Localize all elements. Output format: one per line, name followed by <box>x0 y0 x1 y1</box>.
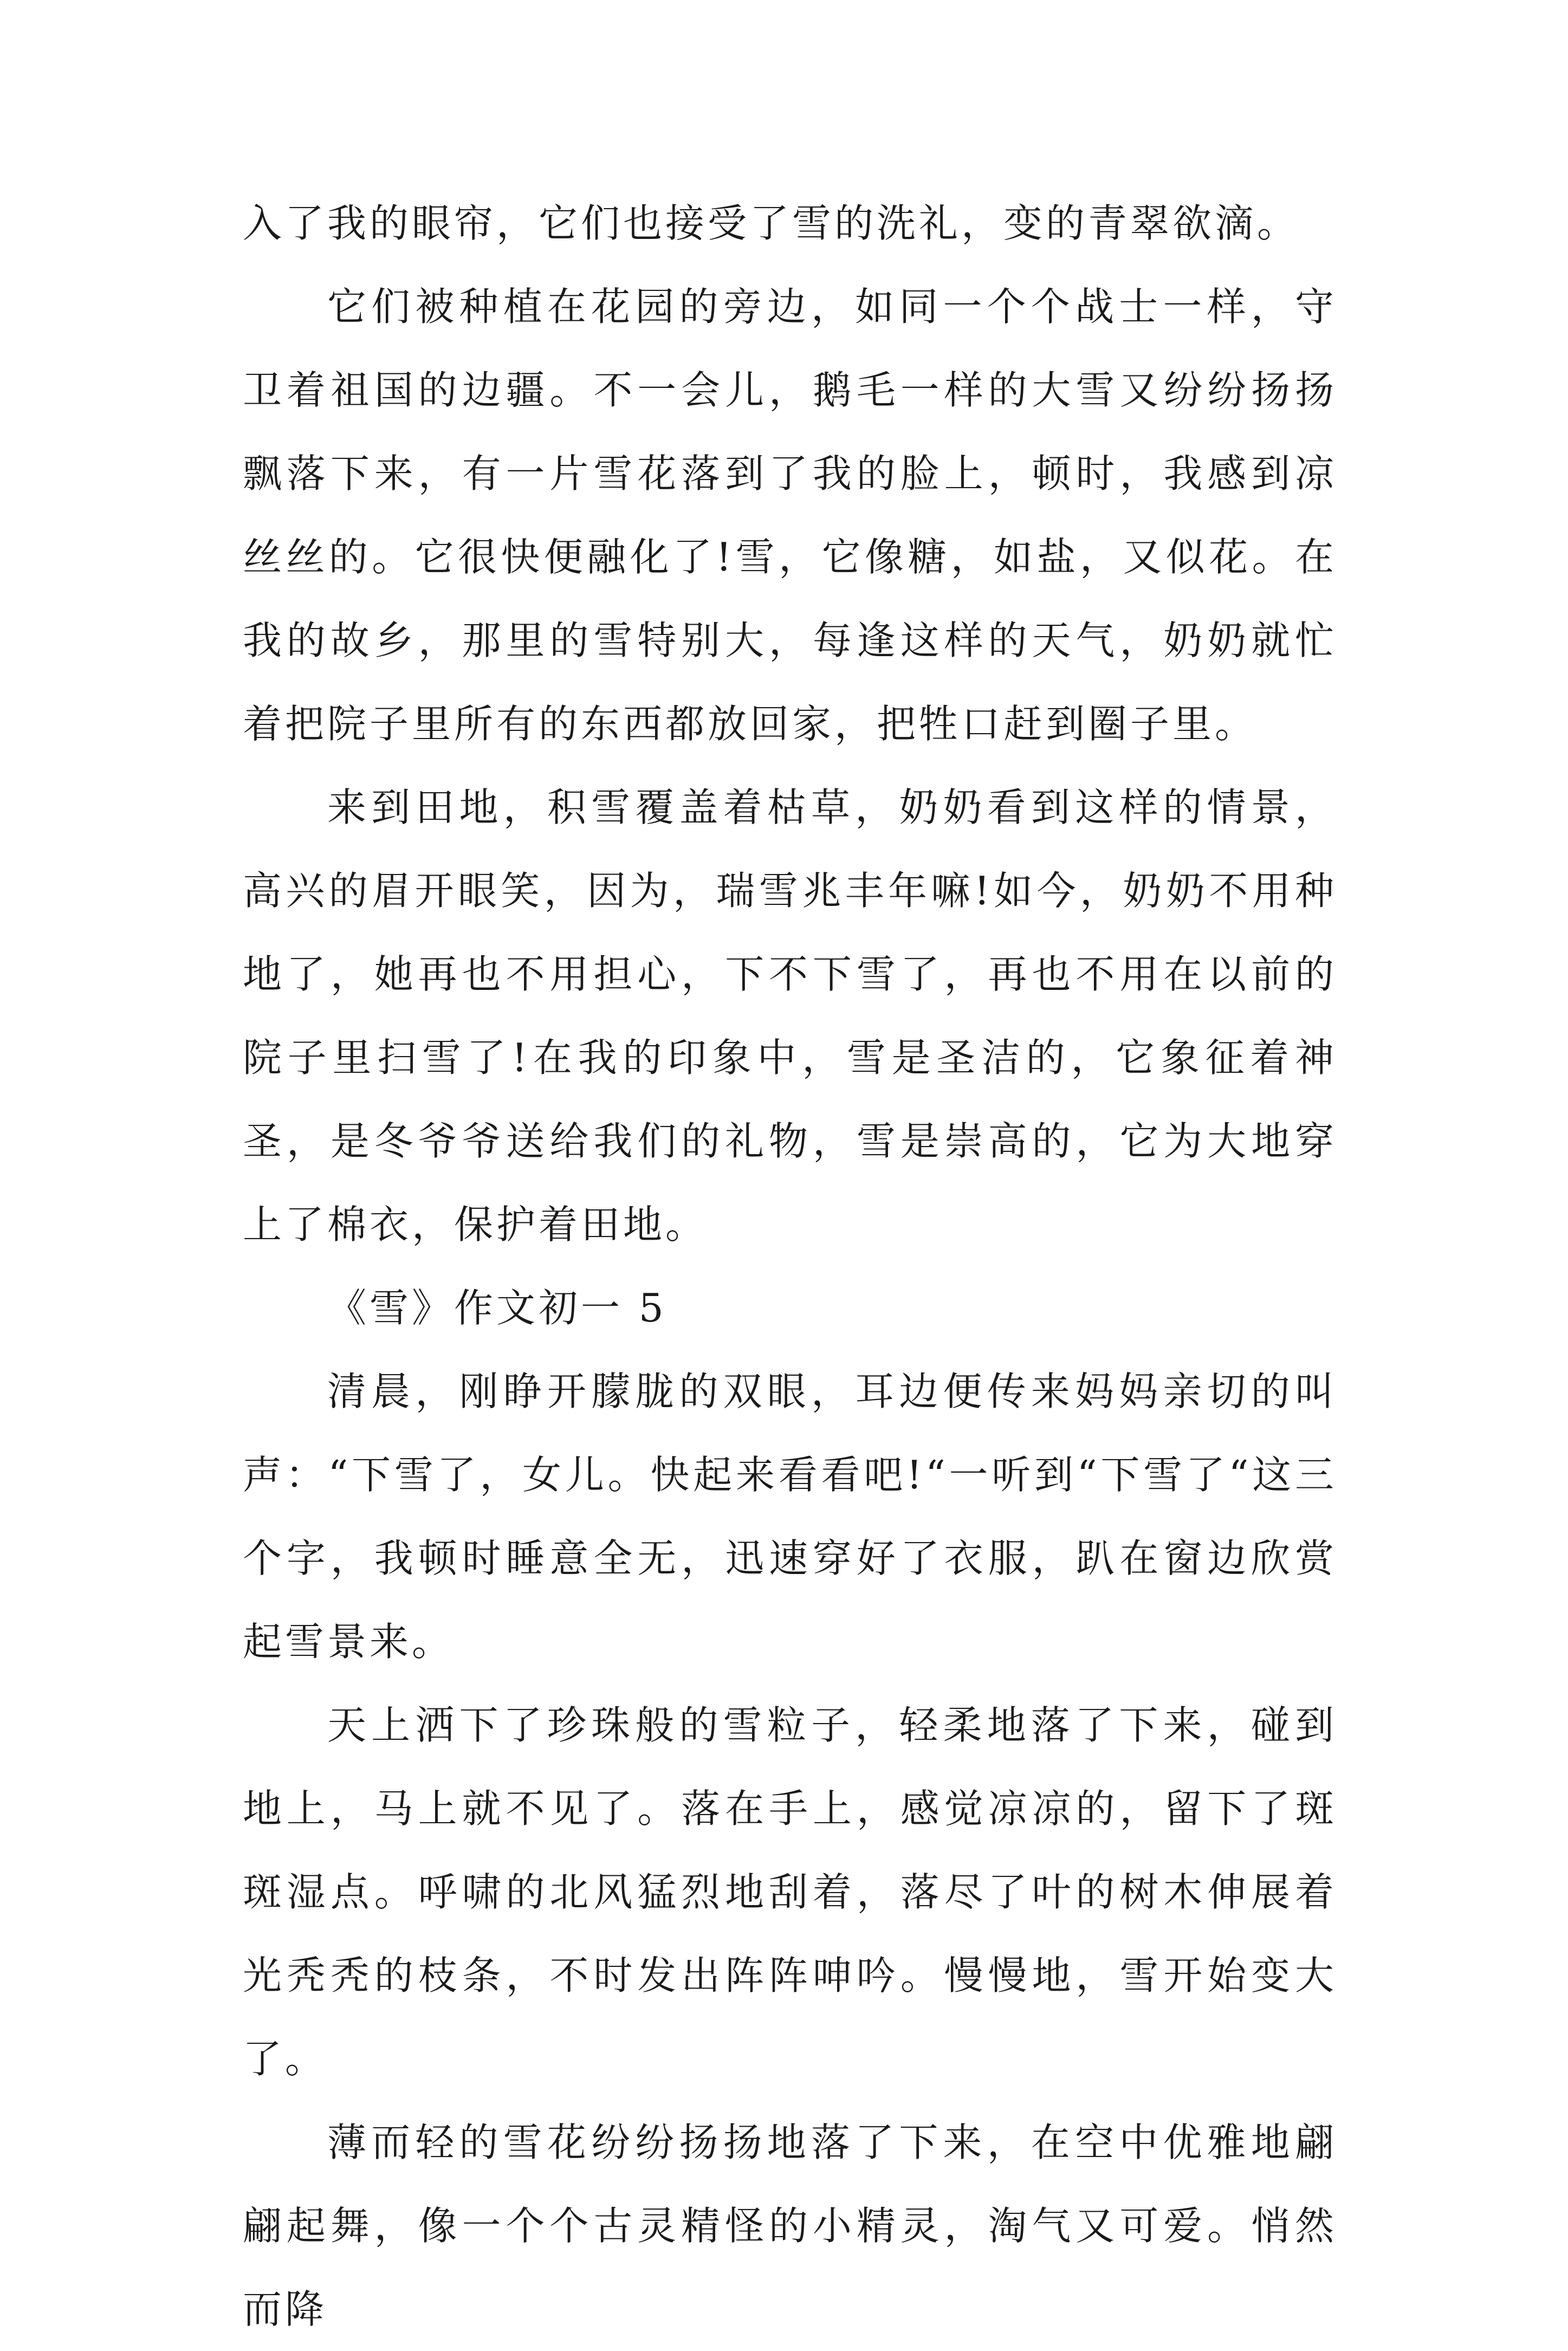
paragraph-6: 薄而轻的雪花纷纷扬扬地落了下来，在空中优雅地翩翩起舞，像一个个古灵精怪的小精灵，淘气又可爱。悄然而降 <box>243 2120 1337 2332</box>
section-heading: 《雪》作文初一 5 <box>327 1285 667 1331</box>
paragraph-2: 它们被种植在花园的旁边，如同一个个战士一样，守卫着祖国的边疆。不一会儿，鹅毛一样的大雪又纷纷扬扬飘落下来，有一片雪花落到了我的脸上，顿时，我感到凉丝丝的。它很快便融化了!雪，它像糖，如盐，又似花。在我的故乡，那里的雪特别大，每逢这样的天气，奶奶就忙着把院子里所有的东西都放回家，把牲口赶到圈子里。 <box>243 284 1337 747</box>
article-body <box>243 182 1337 2351</box>
paragraph-3: 来到田地，积雪覆盖着枯草，奶奶看到这样的情景，高兴的眉开眼笑，因为，瑞雪兆丰年嘛!如今，奶奶不用种地了，她再也不用担心，下不下雪了，再也不用在以前的院子里扫雪了!在我的印象中，雪是圣洁的，它象征着神圣，是冬爷爷送给我们的礼物，雪是崇高的，它为大地穿上了棉衣，保护着田地。 <box>243 785 1337 1247</box>
paragraph-5: 天上洒下了珍珠般的雪粒子，轻柔地落了下来，碰到地上，马上就不见了。落在手上，感觉凉凉的，留下了斑斑湿点。呼啸的北风猛烈地刮着，落尽了叶的树木伸展着光秃秃的枝条，不时发出阵阵呻吟。慢慢地，雪开始变大了。 <box>243 1702 1337 2082</box>
paragraph-1: 入了我的眼帘，它们也接受了雪的洗礼，变的青翠欲滴。 <box>243 200 1300 246</box>
paragraph-4: 清晨，刚睁开朦胧的双眼，耳边便传来妈妈亲切的叫声：“下雪了，女儿。快起来看看吧!“一听到“下雪了“这三个字，我顿时睡意全无，迅速穿好了衣服，趴在窗边欣赏起雪景来。 <box>243 1369 1337 1665</box>
